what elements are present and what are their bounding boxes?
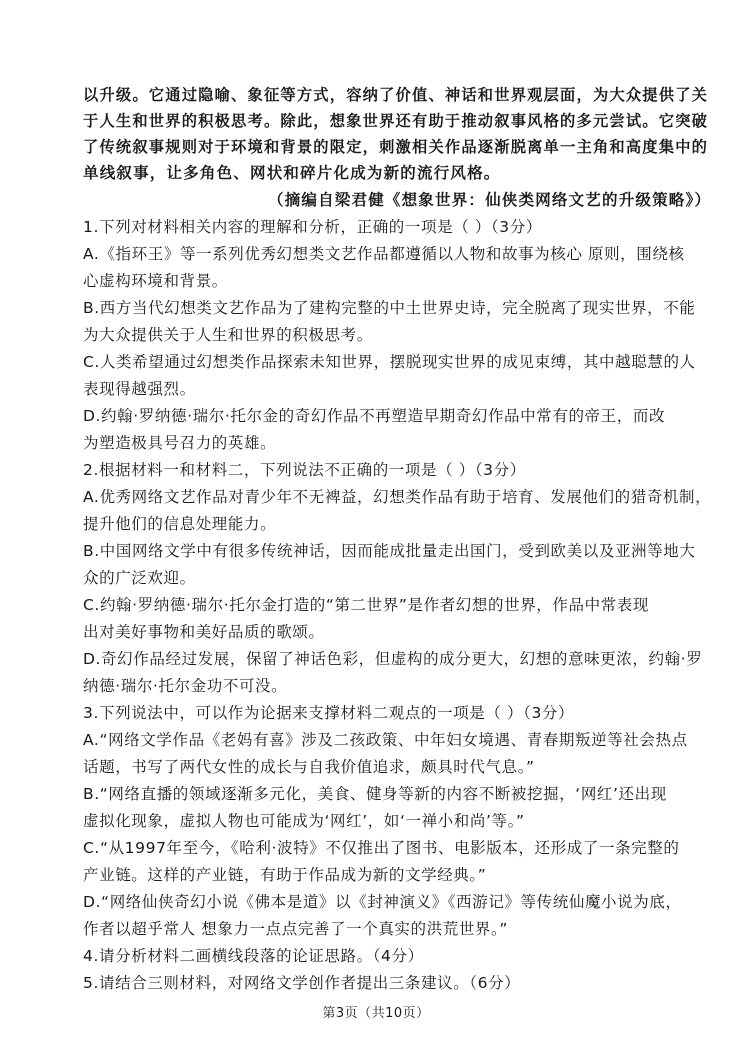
page-footer: 第3页（共10页） [322,1006,430,1021]
exam-page: 以升级。它通过隐喻、象征等方式，容纳了价值、神话和世界观层面，为大众提供了关 于人生和世界的积极思考。除此，想象世界还有助于推动叙事风格的多元尝试。它突破 了传统叙事规则对于环境和背景的限定，刺激相关作品逐渐脱离单一主角和高度集中的 单线叙事，让多角色、网状和碎片化成为新的流行风格。 （摘编自梁君健《想象世界：仙侠类网络文艺的升级策略》） 1.下列对材料相关内容的理解和分析，正确的一项是（ ）（3分） A.《指环王》等一系列优秀幻想类文艺作品都遵循以人物和故事为核心 原则，围绕核 心虚构环境和背景。 B.西方当代幻想类文艺作品为了建构完整的中土世界史诗，完全脱离了现实世界，不能 为大众提供关于人生和世界的积极思考。 C.人类希望通过幻想类作品探索未知世界，摆脱现实世界的成见束缚，其中越聪慧的人 表现得越强烈。 D.约翰·罗纳德·瑞尔·托尔金的奇幻作品不再塑造早期奇幻作品中常有的帝王，而改 为塑造极具号召力的英雄。 2.根据材料一和材料二，下列说法不正确的一项是（ ）（3分） A.优秀网络文艺作品对青少年不无裨益，幻想类作品有助于培育、发展他们的猎奇机制， 提升他们的信息处理能力。 B.中国网络文学中有很多传统神话，因而能成批量走出国门，受到欧美以及亚洲等地大 众的广泛欢迎。 C.约翰·罗纳德·瑞尔·托尔金打造的“第二世界”是作者幻想的世界，作品中常表现 出对美好事物和美好品质的歌颂。 D.奇幻作品经过发展，保留了神话色彩，但虚构的成分更大，幻想的意味更浓，约翰·罗 纳德·瑞尔·托尔金功不可没。 3.下列说法中，可以作为论据来支撑材料二观点的一项是（ ）（3分） A.“网络文学作品《老妈有喜》涉及二孩政策、中年妇女境遇、青春期叛逆等社会热点 话题，书写了两代女性的成长与自我价值追求，颇具时代气息。” B.“网络直播的领域逐渐多元化，美食、健身等新的内容不断被挖掘，‘网红’还出现 虚拟化现象，虚拟人物也可能成为‘网红’，如‘一禅小和尚’等。” C.“从1997年至今，《哈利·波特》不仅推出了图书、电影版本，还形成了一条完整的 产业链。这样的产业链，有助于作品成为新的文学经典。” D.“网络仙侠奇幻小说《佛本是道》以《封神演义》《西游记》等传统仙魔小说为底， 作者以超乎常人 想象力一点点完善了一个真实的洪荒世界。” 4.请分析材料二画横线段落的论证思路。（4分） 5.请结合三则材料，对网络文学创作者提出三条建议。（6分） 第3页（共10页） [0,0,752,1062]
